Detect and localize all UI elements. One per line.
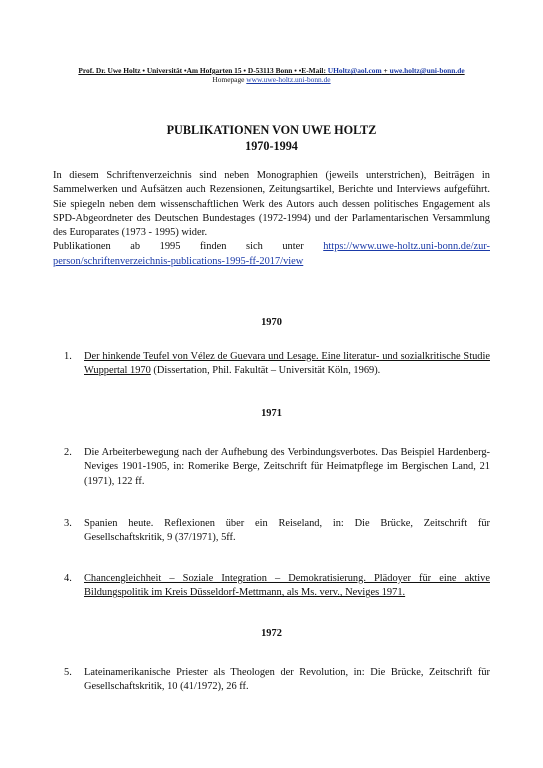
item-text (84, 666, 490, 695)
letterhead-address: Prof. Dr. Uwe Holtz • Universität •Am Hofgarten 15 • D-53113 Bonn • •E-Mail: (78, 66, 328, 75)
title-line-1: PUBLIKATIONEN VON UWE HOLTZ (166, 123, 377, 137)
item-number: 3. (64, 518, 72, 529)
list-item (64, 572, 490, 601)
year-heading-1970: 1970 (261, 317, 282, 328)
list-item (64, 666, 490, 695)
list-item (64, 517, 490, 546)
letterhead (0, 66, 543, 84)
email-link-uni-bonn[interactable]: uwe.holtz@uni-bonn.de (389, 66, 465, 75)
letterhead-contact-line (0, 66, 543, 75)
item-monograph-title: Chancengleichheit – Soziale Integration – Demokratisierung. Plädoyer für eine aktive Bildungspolitik im Kreis Düsseldorf-Mettmann, als Ms. verv., Neviges 1971. (84, 573, 490, 599)
item-text (84, 446, 490, 489)
year-heading-1971: 1971 (261, 408, 282, 419)
list-item (64, 446, 490, 489)
item-detail: (Dissertation, Phil. Fakultät – Universität Köln, 1969). (150, 365, 381, 377)
item-number: 2. (64, 447, 72, 458)
year-heading-1972: 1972 (261, 628, 282, 639)
list-item (64, 350, 490, 379)
later-publications-link[interactable]: https://www.uwe-holtz.uni-bonn.de/zur-person/schriftenverzeichnis-publications-1995-ff-2017/view (53, 241, 490, 267)
item-number: 4. (64, 573, 72, 584)
item-monograph-title: Der hinkende Teufel von Vélez de Guevara und Lesage. Eine literatur- und sozialkritische Studie Wuppertal 1970 (84, 351, 490, 377)
homepage-link[interactable]: www.uwe-holtz.uni-bonn.de (246, 75, 331, 84)
title-line-2: 1970-1994 (245, 139, 298, 153)
item-text (84, 517, 490, 546)
email-separator: + (381, 66, 390, 75)
item-detail: Lateinamerikanische Priester als Theologen der Revolution, in: Die Brücke, Zeitschrift für Gesellschaftskritik, 10 (41/1972), 26 ff. (84, 667, 490, 693)
item-text (84, 350, 490, 379)
item-number: 1. (64, 351, 72, 362)
later-publications-text: Publikationen ab 1995 finden sich unter (53, 241, 324, 253)
item-detail: Spanien heute. Reflexionen über ein Reiseland, in: Die Brücke, Zeitschrift für Gesellschaftskritik, 9 (37/1971), 5ff. (84, 518, 490, 544)
letterhead-homepage-line (0, 75, 543, 84)
later-publications-note (53, 240, 490, 269)
item-detail: Die Arbeiterbewegung nach der Aufhebung des Verbindungsverbotes. Das Beispiel Hardenberg-Neviges 1901-1905, in: Romerike Berge, Zeitschrift für Heimatpflege im Bergischen Land, 21 (1971), 122 ff. (84, 447, 490, 487)
document-title (0, 122, 543, 154)
intro-paragraph: In diesem Schriftenverzeichnis sind neben Monographien (jeweils unterstrichen), Beiträgen in Sammelwerken und Aufsätzen auch Rezensionen, Zeitungsartikel, Berichte und Interviews aufgeführt. Sie spiegeln neben dem wissenschaftlichen Werk des Autors auch dessen politisches Engagement als SPD-Abgeordneter des Deutschen Bundestages (1972-1994) und der Parlamentarischen Versammlung des Europarates (1973 - 1995) wider. (53, 170, 490, 239)
item-number: 5. (64, 667, 72, 678)
item-text (84, 572, 490, 601)
homepage-label: Homepage (212, 75, 247, 84)
intro-section (53, 169, 490, 269)
email-link-aol[interactable]: UHoltz@aol.com (327, 66, 382, 75)
